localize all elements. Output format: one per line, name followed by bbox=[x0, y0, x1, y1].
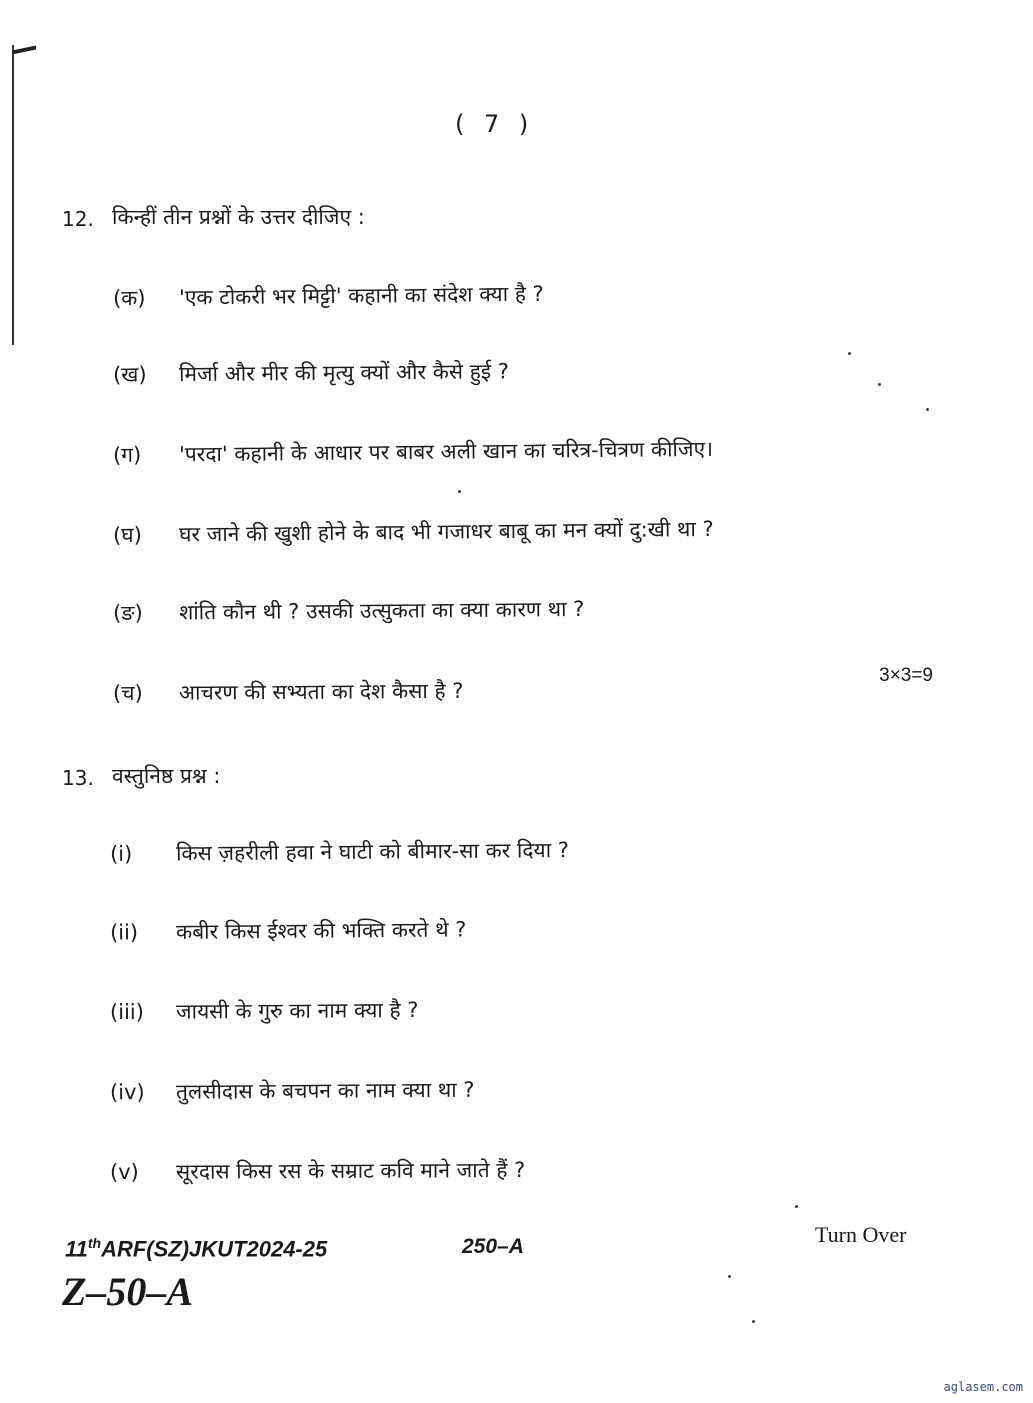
q13-option-iv bbox=[110, 1076, 475, 1107]
scan-edge-mark bbox=[12, 45, 36, 54]
scan-edge-line bbox=[12, 45, 14, 345]
option-text: 'परदा' कहानी के आधार पर बाबर अली खान का चरित्र-चित्रण कीजिए। bbox=[178, 436, 714, 467]
option-text: कबीर किस ईश्वर की भक्ति करते थे ? bbox=[175, 917, 467, 944]
scan-speck bbox=[458, 490, 461, 493]
q12-option-gha bbox=[113, 515, 714, 549]
option-label: (iv) bbox=[109, 1080, 145, 1105]
option-label: (ङ) bbox=[112, 600, 143, 626]
option-label: (i) bbox=[109, 841, 133, 867]
option-text: शांति कौन थी ? उसकी उत्सुकता का क्या कारण था ? bbox=[178, 596, 585, 625]
q13-option-v bbox=[110, 1156, 525, 1186]
q12-option-cha bbox=[113, 677, 464, 707]
scan-speck bbox=[752, 1320, 755, 1323]
option-text: तुलसीदास के बचपन का नाम क्या था ? bbox=[175, 1077, 475, 1104]
question-13-number: 13. bbox=[62, 766, 94, 790]
exam-code: 11thARF(SZ)JKUT2024-25 bbox=[65, 1235, 328, 1262]
option-text: आचरण की सभ्यता का देश कैसा है ? bbox=[178, 678, 464, 705]
option-label: (ख) bbox=[112, 362, 147, 387]
option-text: किस ज़हरीली हवा ने घाटी को बीमार-सा कर दिया ? bbox=[175, 837, 570, 866]
q13-option-ii bbox=[110, 915, 467, 946]
option-label: (ग) bbox=[112, 442, 142, 468]
option-label: (ii) bbox=[109, 920, 139, 945]
q12-option-ka bbox=[113, 280, 544, 313]
question-13-prompt: वस्तुनिष्ठ प्रश्न : bbox=[112, 764, 221, 788]
paper-series: Z–50–A bbox=[62, 1269, 194, 1314]
q13-option-i bbox=[110, 836, 569, 868]
option-label: (घ) bbox=[112, 522, 142, 548]
scan-speck bbox=[795, 1205, 798, 1208]
option-text: 'एक टोकरी भर मिट्टी' कहानी का संदेश क्या है ? bbox=[178, 281, 544, 310]
q12-marks: 3×3=9 bbox=[879, 665, 933, 686]
scan-speck bbox=[848, 352, 851, 355]
option-label: (iii) bbox=[109, 999, 144, 1025]
page-number: ( 7 ) bbox=[455, 110, 535, 138]
option-text: जायसी के गुरु का नाम क्या है ? bbox=[175, 997, 419, 1024]
option-label: (v) bbox=[109, 1159, 139, 1185]
q12-option-kha bbox=[113, 357, 509, 388]
question-12-number: 12. bbox=[62, 207, 94, 231]
scan-speck bbox=[728, 1275, 731, 1278]
scan-speck bbox=[878, 383, 881, 386]
watermark: aglasem.com bbox=[943, 1380, 1023, 1394]
scan-speck bbox=[926, 408, 929, 411]
q13-option-iii bbox=[110, 996, 419, 1026]
option-text: सूरदास किस रस के सम्राट कवि माने जाते हैं ? bbox=[175, 1157, 526, 1184]
turn-over-note: Turn Over bbox=[815, 1222, 907, 1247]
option-text: घर जाने की खुशी होने के बाद भी गजाधर बाबू का मन क्यों दु:खी था ? bbox=[178, 516, 714, 547]
q12-option-ga bbox=[113, 435, 713, 469]
q12-option-nga bbox=[113, 595, 585, 627]
option-label: (क) bbox=[112, 285, 146, 311]
option-text: मिर्जा और मीर की मृत्यु क्यों और कैसे हुई ? bbox=[178, 359, 510, 387]
paper-number: 250–A bbox=[462, 1235, 524, 1258]
question-12-prompt: किन्हीं तीन प्रश्नों के उत्तर दीजिए : bbox=[112, 205, 365, 229]
option-label: (च) bbox=[112, 681, 143, 706]
